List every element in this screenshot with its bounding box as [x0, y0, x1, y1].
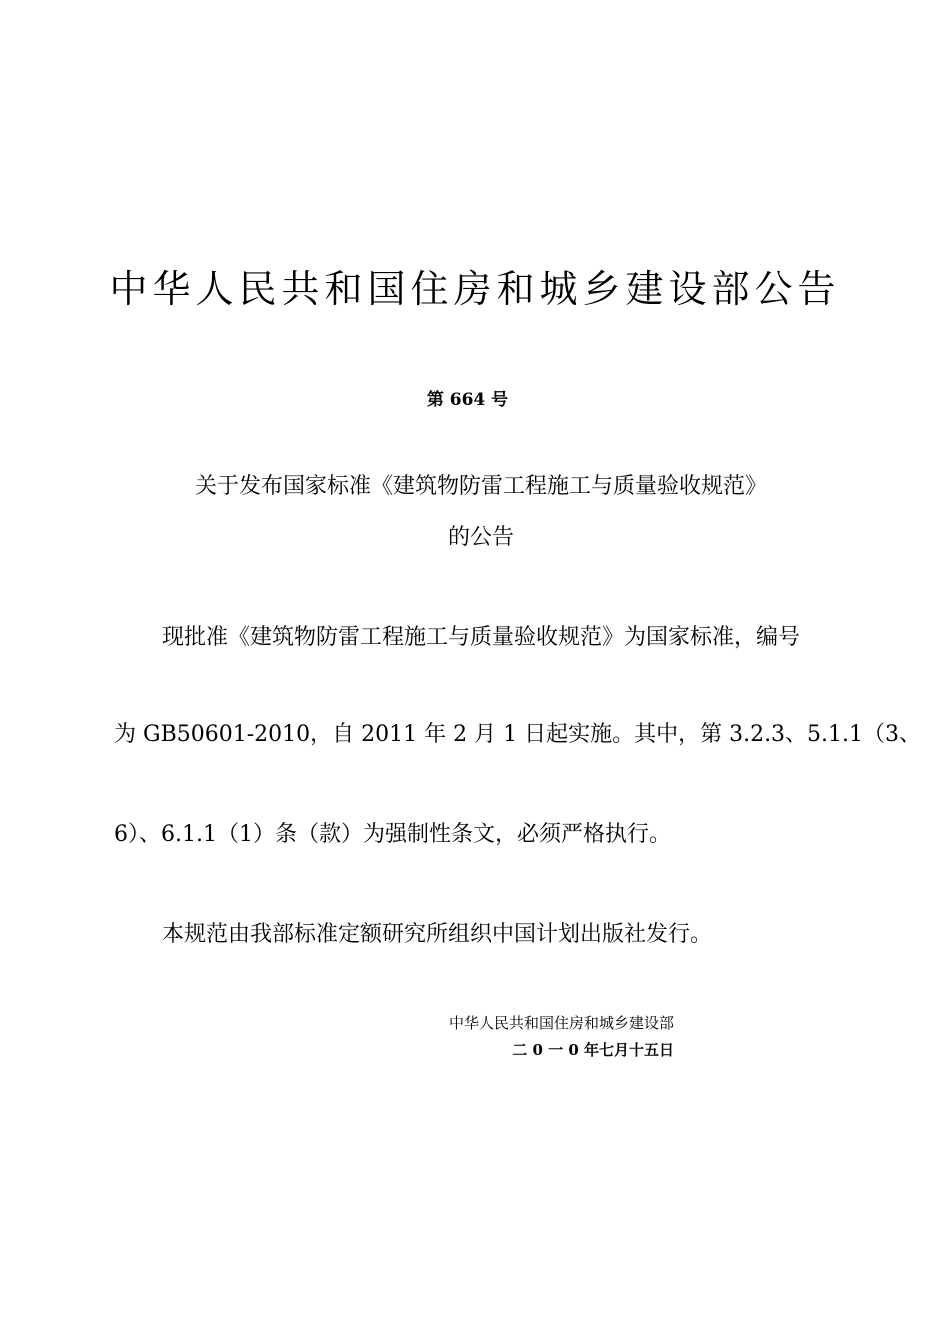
body-text-line-3: 6）、6.1.1（1）条（款）为强制性条文，必须严格执行。: [114, 822, 671, 847]
body-text-line-2: 为 GB50601-2010，自 2011 年 2 月 1 日起实施。其中，第 3.2.3、5.1.1（3、: [114, 722, 922, 747]
issue-date: 二 0 一 0 年七月十五日: [512, 1041, 674, 1059]
body-text-line-4: 本规范由我部标准定额研究所组织中国计划出版社发行。: [162, 922, 713, 947]
announcement-number: 第 664 号: [426, 390, 509, 410]
issuer-signature: 中华人民共和国住房和城乡建设部: [448, 1014, 674, 1032]
announcement-subject-line-1: 关于发布国家标准《建筑物防雷工程施工与质量验收规范》: [194, 474, 767, 499]
body-text-line-1: 现批准《建筑物防雷工程施工与质量验收规范》为国家标准，编号: [162, 625, 801, 650]
announcement-subject-line-2: 的公告: [447, 525, 514, 550]
announcement-title: 中华人民共和国住房和城乡建设部公告: [109, 267, 841, 311]
